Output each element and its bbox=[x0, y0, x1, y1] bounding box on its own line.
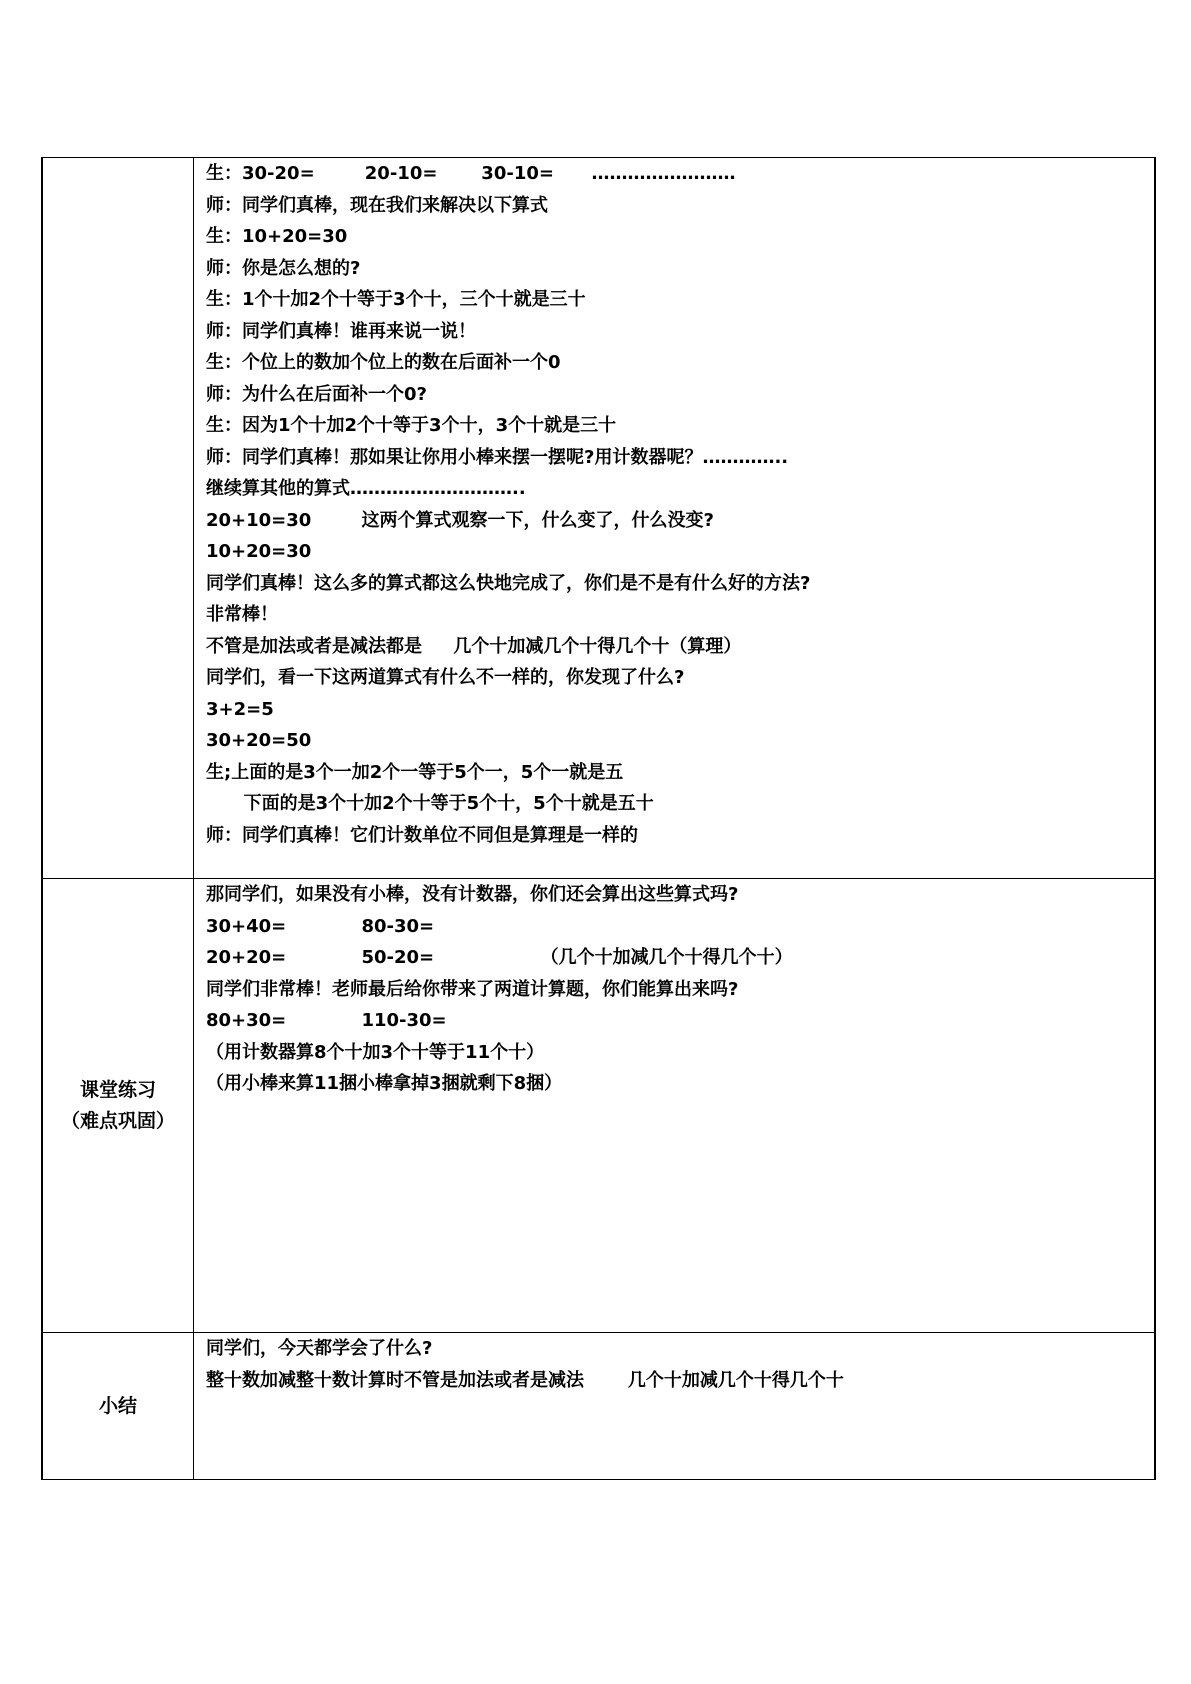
teaching-process-content bbox=[194, 158, 1156, 879]
practice-line: 80+30= 110-30= bbox=[206, 1010, 447, 1031]
summary-content bbox=[194, 1333, 1156, 1480]
class-practice-label-line2: （难点巩固） bbox=[60, 1109, 175, 1132]
dialogue-line: 师：你是怎么想的? bbox=[206, 257, 361, 279]
practice-line: 20+20= 50-20= （几个十加减几个十得几个十） bbox=[206, 947, 793, 968]
dialogue-line: 非常棒！ bbox=[206, 604, 278, 625]
dialogue-line: 10+20=30 bbox=[206, 541, 312, 562]
dialogue-line: 下面的是3个十加2个十等于5个十，5个十就是五十 bbox=[206, 793, 654, 814]
dialogue-line: 生;上面的是3个一加2个一等于5个一，5个一就是五 bbox=[206, 761, 624, 783]
class-practice-label bbox=[42, 879, 194, 1333]
teaching-process-label bbox=[42, 158, 194, 879]
dialogue-line: 师：同学们真棒，现在我们来解决以下算式 bbox=[206, 194, 548, 216]
practice-line: 30+40= 80-30= bbox=[206, 915, 435, 937]
lesson-plan-table bbox=[41, 157, 1156, 1480]
class-practice-label-line1: 课堂练习 bbox=[79, 1078, 156, 1101]
dialogue-line: 生：10+20=30 bbox=[206, 226, 348, 247]
dialogue-line: 生：个位上的数加个位上的数在后面补一个0 bbox=[206, 352, 561, 373]
practice-line: （用小棒来算11捆小棒拿掉3捆就剩下8捆） bbox=[206, 1073, 563, 1094]
practice-line: 那同学们，如果没有小棒，没有计数器，你们还会算出这些算式玛? bbox=[206, 884, 739, 905]
dialogue-line: 生：1个十加2个十等于3个十，三个十就是三十 bbox=[206, 289, 586, 310]
dialogue-line: 师：为什么在后面补一个0? bbox=[206, 383, 427, 405]
dialogue-line: 20+10=30 这两个算式观察一下，什么变了，什么没变? bbox=[206, 509, 714, 531]
dialogue-line: 生：30-20= 20-10= 30-10= …………………… bbox=[206, 163, 736, 184]
teaching-process-row bbox=[42, 158, 1155, 879]
summary-line: 同学们，今天都学会了什么? bbox=[206, 1338, 433, 1359]
summary-label: 小结 bbox=[42, 1333, 194, 1480]
dialogue-line: 继续算其他的算式……………………….. bbox=[206, 478, 526, 499]
practice-line: 同学们非常棒！老师最后给你带来了两道计算题，你们能算出来吗? bbox=[206, 978, 739, 1000]
summary-line: 整十数加减整十数计算时不管是加法或者是减法 几个十加减几个十得几个十 bbox=[206, 1369, 844, 1391]
dialogue-line: 不管是加法或者是减法都是 几个十加减几个十得几个十（算理） bbox=[206, 635, 742, 657]
dialogue-line: 师：同学们真棒！它们计数单位不同但是算理是一样的 bbox=[206, 824, 638, 846]
dialogue-line: 同学们真棒！这么多的算式都这么快地完成了，你们是不是有什么好的方法? bbox=[206, 572, 811, 594]
practice-line: （用计数器算8个十加3个十等于11个十） bbox=[206, 1041, 545, 1063]
summary-row bbox=[42, 1333, 1155, 1480]
dialogue-line: 师：同学们真棒！谁再来说一说！ bbox=[206, 320, 476, 342]
dialogue-line: 30+20=50 bbox=[206, 730, 312, 751]
dialogue-line: 3+2=5 bbox=[206, 698, 274, 720]
dialogue-line: 师：同学们真棒！那如果让你用小棒来摆一摆呢?用计数器呢？………….. bbox=[206, 446, 789, 468]
class-practice-content bbox=[194, 879, 1156, 1333]
class-practice-row bbox=[42, 879, 1155, 1333]
dialogue-line: 同学们，看一下这两道算式有什么不一样的，你发现了什么? bbox=[206, 667, 685, 688]
dialogue-line: 生：因为1个十加2个十等于3个十，3个十就是三十 bbox=[206, 415, 617, 436]
